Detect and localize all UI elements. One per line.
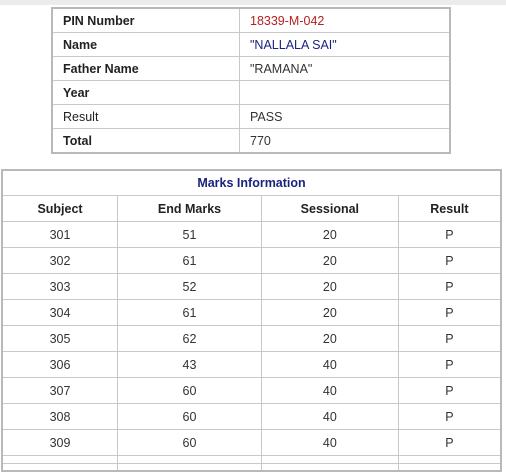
result-cell: P — [398, 430, 501, 456]
end-marks-cell: 62 — [118, 326, 262, 352]
subject-cell: 301 — [2, 222, 118, 248]
result-cell: P — [398, 300, 501, 326]
father-name-label: Father Name — [52, 57, 240, 81]
sessional-cell: 20 — [261, 274, 398, 300]
table-row — [2, 352, 501, 378]
end-marks-cell: 51 — [118, 222, 262, 248]
result-cell: P — [398, 352, 501, 378]
sessional-cell: 20 — [261, 222, 398, 248]
subject-cell: 306 — [2, 352, 118, 378]
empty-cell — [2, 464, 118, 472]
total-value: 770 — [240, 129, 451, 154]
empty-cell — [118, 464, 262, 472]
end-marks-cell: 43 — [118, 352, 262, 378]
subject-cell: 305 — [2, 326, 118, 352]
year-row — [52, 81, 450, 105]
name-label: Name — [52, 33, 240, 57]
marks-caption-row — [2, 170, 501, 196]
student-info-table — [51, 7, 451, 154]
sessional-cell: 20 — [261, 326, 398, 352]
empty-cell — [261, 464, 398, 472]
empty-cell — [118, 456, 262, 464]
result-cell: P — [398, 326, 501, 352]
header-sessional: Sessional — [261, 196, 398, 222]
empty-cell — [398, 464, 501, 472]
total-label: Total — [52, 129, 240, 154]
result-label: Result — [52, 105, 240, 129]
sessional-cell: 40 — [261, 378, 398, 404]
pin-value: 18339-M-042 — [240, 8, 451, 33]
header-end-marks: End Marks — [118, 196, 262, 222]
end-marks-cell: 61 — [118, 248, 262, 274]
result-cell: P — [398, 222, 501, 248]
table-row — [2, 404, 501, 430]
sessional-cell: 40 — [261, 404, 398, 430]
empty-cell — [398, 456, 501, 464]
marks-caption: Marks Information — [2, 170, 501, 196]
end-marks-cell: 60 — [118, 430, 262, 456]
empty-cell — [2, 456, 118, 464]
marks-body — [2, 222, 501, 456]
subject-cell: 302 — [2, 248, 118, 274]
year-label: Year — [52, 81, 240, 105]
table-row — [2, 222, 501, 248]
header-subject: Subject — [2, 196, 118, 222]
pin-row — [52, 8, 450, 33]
result-value: PASS — [240, 105, 451, 129]
father-name-row — [52, 57, 450, 81]
sessional-cell: 20 — [261, 248, 398, 274]
empty-row — [2, 464, 501, 472]
header-result: Result — [398, 196, 501, 222]
end-marks-cell: 60 — [118, 404, 262, 430]
empty-cell — [261, 456, 398, 464]
father-name-value: "RAMANA" — [240, 57, 451, 81]
total-row — [52, 129, 450, 154]
year-value — [240, 81, 451, 105]
marks-table — [1, 169, 502, 472]
table-row — [2, 274, 501, 300]
result-cell: P — [398, 404, 501, 430]
table-row — [2, 248, 501, 274]
subject-cell: 309 — [2, 430, 118, 456]
subject-cell: 304 — [2, 300, 118, 326]
subject-cell: 303 — [2, 274, 118, 300]
table-row — [2, 430, 501, 456]
name-row — [52, 33, 450, 57]
sessional-cell: 40 — [261, 352, 398, 378]
table-row — [2, 300, 501, 326]
name-value: "NALLALA SAI" — [240, 33, 451, 57]
result-row — [52, 105, 450, 129]
table-row — [2, 378, 501, 404]
result-cell: P — [398, 248, 501, 274]
end-marks-cell: 60 — [118, 378, 262, 404]
sessional-cell: 20 — [261, 300, 398, 326]
subject-cell: 307 — [2, 378, 118, 404]
top-bar — [0, 0, 506, 5]
sessional-cell: 40 — [261, 430, 398, 456]
result-cell: P — [398, 274, 501, 300]
empty-row — [2, 456, 501, 464]
subject-cell: 308 — [2, 404, 118, 430]
end-marks-cell: 52 — [118, 274, 262, 300]
result-cell: P — [398, 378, 501, 404]
marks-header-row — [2, 196, 501, 222]
end-marks-cell: 61 — [118, 300, 262, 326]
pin-label: PIN Number — [52, 8, 240, 33]
table-row — [2, 326, 501, 352]
